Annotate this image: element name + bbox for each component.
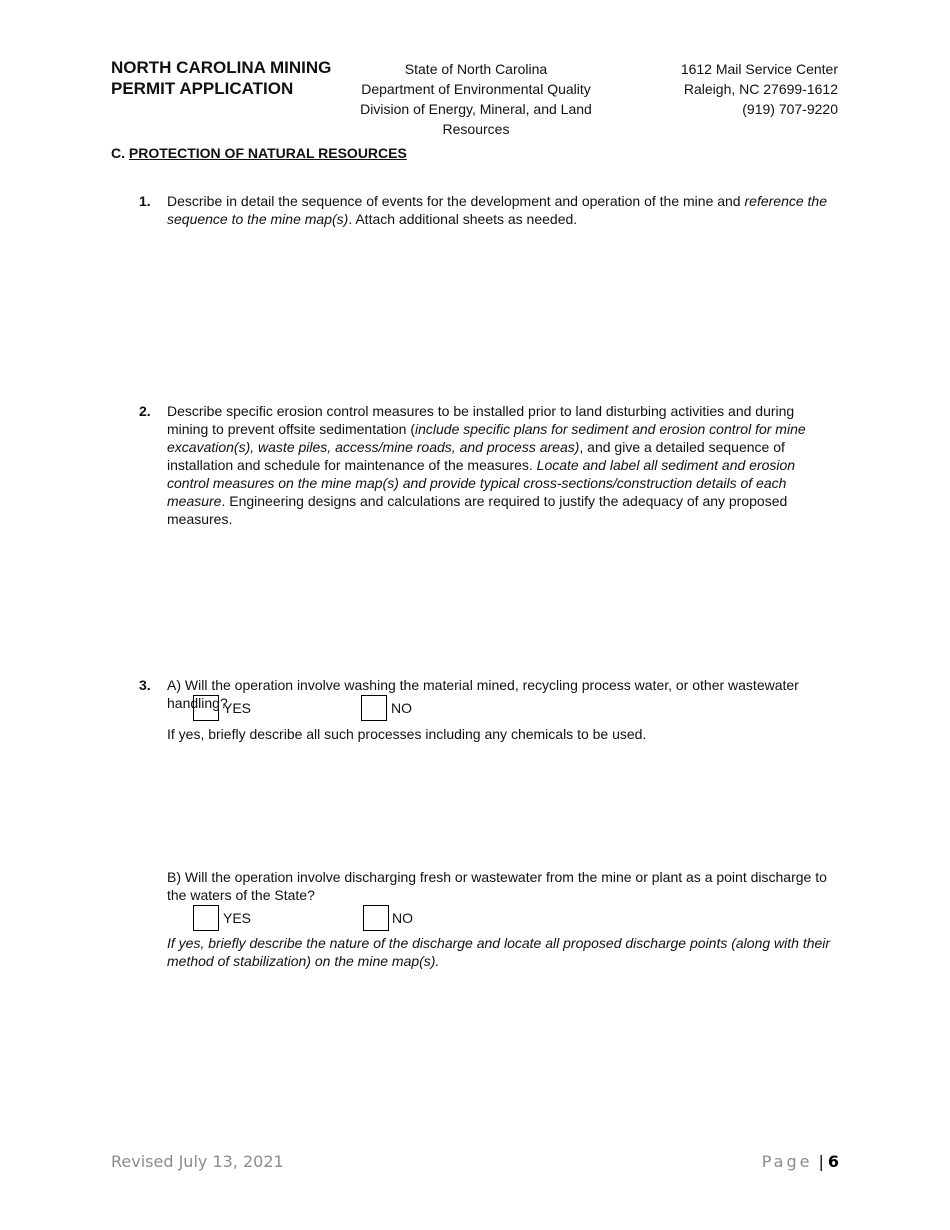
section-prefix: C. xyxy=(111,145,125,161)
q3a-no-label: NO xyxy=(391,700,412,716)
q3b-no-checkbox[interactable] xyxy=(363,905,389,931)
page-indicator xyxy=(762,1152,839,1171)
question-1-text xyxy=(167,192,837,228)
question-3a-text: A) Will the operation involve washing the material mined, recycling process water, or other wastewater handling? xyxy=(167,677,799,711)
question-3b-text: B) Will the operation involve discharging fresh or wastewater from the mine or plant as a point discharge to the waters of the State? xyxy=(167,869,827,903)
q3b-yes-checkbox[interactable] xyxy=(193,905,219,931)
q1-text-a: Describe in detail the sequence of events for the development and operation of the mine and xyxy=(167,193,745,209)
q3a-yes-label: YES xyxy=(223,700,252,716)
q2-text-c: . Engineering designs and calculations are required to justify the adequacy of any proposed measures. xyxy=(167,493,788,527)
q3b-yes-label: YES xyxy=(223,910,252,926)
page-separator: | xyxy=(818,1152,824,1171)
address-line1: 1612 Mail Service Center xyxy=(680,61,838,77)
question-1-number: 1. xyxy=(139,193,151,209)
q3a-no-checkbox[interactable] xyxy=(361,695,387,721)
page-label: Page xyxy=(761,1152,813,1171)
agency-line1: State of North Carolina xyxy=(404,61,548,77)
revision-date: Revised July 13, 2021 xyxy=(111,1152,284,1171)
section-heading xyxy=(111,145,407,161)
q2-text-b: , and give a detailed sequence of installation and schedule for maintenance of the measures. xyxy=(167,439,785,473)
section-title: PROTECTION OF NATURAL RESOURCES xyxy=(128,145,407,161)
agency-line2: Department of Environmental Quality xyxy=(361,81,591,97)
address-block xyxy=(650,59,838,119)
q3b-followup: If yes, briefly describe the nature of the discharge and locate all proposed discharge points (along with their method of stabilization) on the mine map(s). xyxy=(167,935,831,969)
agency-block xyxy=(336,59,616,139)
q3a-yes-checkbox[interactable] xyxy=(193,695,219,721)
q2-text-italic1: include specific plans for sediment and erosion control for mine excavation(s), waste piles, access/mine roads, and process areas) xyxy=(167,421,806,455)
q2-text-a: Describe specific erosion control measures to be installed prior to land disturbing activities and during mining to prevent offsite sedimentation ( xyxy=(167,403,795,437)
agency-line3: Division of Energy, Mineral, and Land Resources xyxy=(360,101,592,137)
question-2-text xyxy=(167,402,837,528)
q1-text-italic: reference the sequence to the mine map(s) xyxy=(167,193,827,227)
q2-text-italic2: Locate and label all sediment and erosion control measures on the mine map(s) and provide typical cross-sections/construction details of each measure xyxy=(167,457,796,509)
address-line3: (919) 707-9220 xyxy=(742,101,838,117)
address-line2: Raleigh, NC 27699-1612 xyxy=(683,81,838,97)
form-title-line1: NORTH CAROLINA MINING xyxy=(111,58,332,77)
form-title xyxy=(111,57,331,99)
q1-text-b: . Attach additional sheets as needed. xyxy=(348,211,578,227)
form-title-line2: PERMIT APPLICATION xyxy=(111,79,294,98)
q3a-followup: If yes, briefly describe all such processes including any chemicals to be used. xyxy=(167,726,647,742)
question-3-number: 3. xyxy=(139,677,151,693)
page-number: 6 xyxy=(827,1152,839,1171)
q3b-no-label: NO xyxy=(392,910,413,926)
question-2-number: 2. xyxy=(139,403,151,419)
